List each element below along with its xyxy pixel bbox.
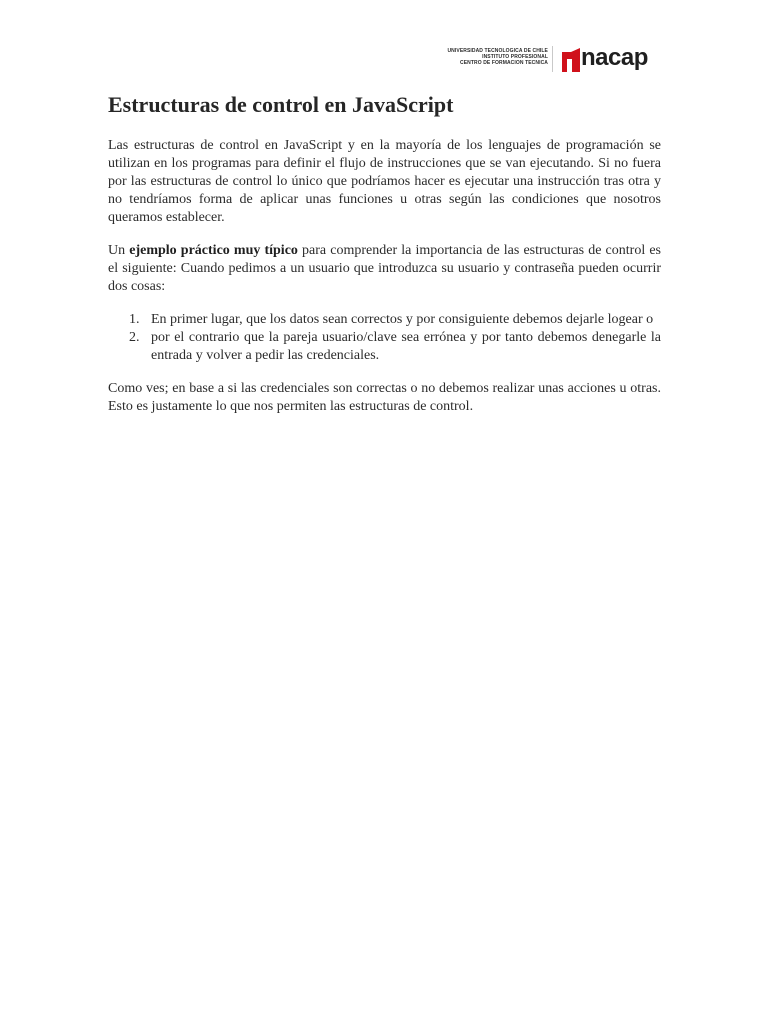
institution-line-3: CENTRO DE FORMACION TECNICA [460, 60, 548, 66]
inacap-logo [562, 44, 660, 74]
paragraph-intro: Las estructuras de control en JavaScript y en la mayoría de los lenguajes de programación se utilizan en los programas para definir el flujo de instrucciones que se van ejecutando. Si no fuera por las estructuras de control lo único que podríamos hacer es ejecutar una instrucción tras otra y no tendríamos forma de aplicar unas funciones u otras según las condiciones que nosotros queramos establecer. [108, 138, 661, 225]
list-item-text: En primer lugar, que los datos sean correctos y por consiguiente debemos dejarle logear o [151, 312, 654, 327]
institution-line-1: UNIVERSIDAD TECNOLOGICA DE CHILE [447, 48, 548, 54]
institution-line-2: INSTITUTO PROFESIONAL [482, 54, 548, 60]
institution-name [447, 48, 548, 66]
list-item-number: 1. [129, 312, 140, 327]
list-item [108, 329, 661, 365]
page-title: Estructuras de control en JavaScript [108, 92, 454, 117]
outcomes-list [108, 311, 661, 365]
paragraph-example [108, 242, 661, 296]
paragraph-conclusion: Como ves; en base a si las credenciales son correctas o no debemos realizar unas acciones u otras. Esto es justamente lo que nos permiten las estructuras de control. [108, 381, 661, 414]
logo-divider [552, 46, 553, 72]
institution-logo [428, 44, 660, 76]
list-item-number: 2. [129, 330, 140, 345]
document-body [108, 137, 661, 416]
list-item [108, 311, 661, 329]
list-item-text: por el contrario que la pareja usuario/clave sea errónea y por tanto debemos denegarle la entrada y volver a pedir las credenciales. [151, 330, 661, 363]
example-emphasis: ejemplo práctico muy típico [129, 243, 298, 258]
brand-wordmark: nacap [581, 44, 648, 71]
example-rest: para comprender la importancia de las estructuras de control es el siguiente: Cuando pedimos a un usuario que introduzca su usuario y contraseña pueden ocurrir dos cosas: [108, 243, 662, 294]
example-lead: Un [108, 243, 126, 258]
inacap-mark-icon [562, 48, 582, 74]
